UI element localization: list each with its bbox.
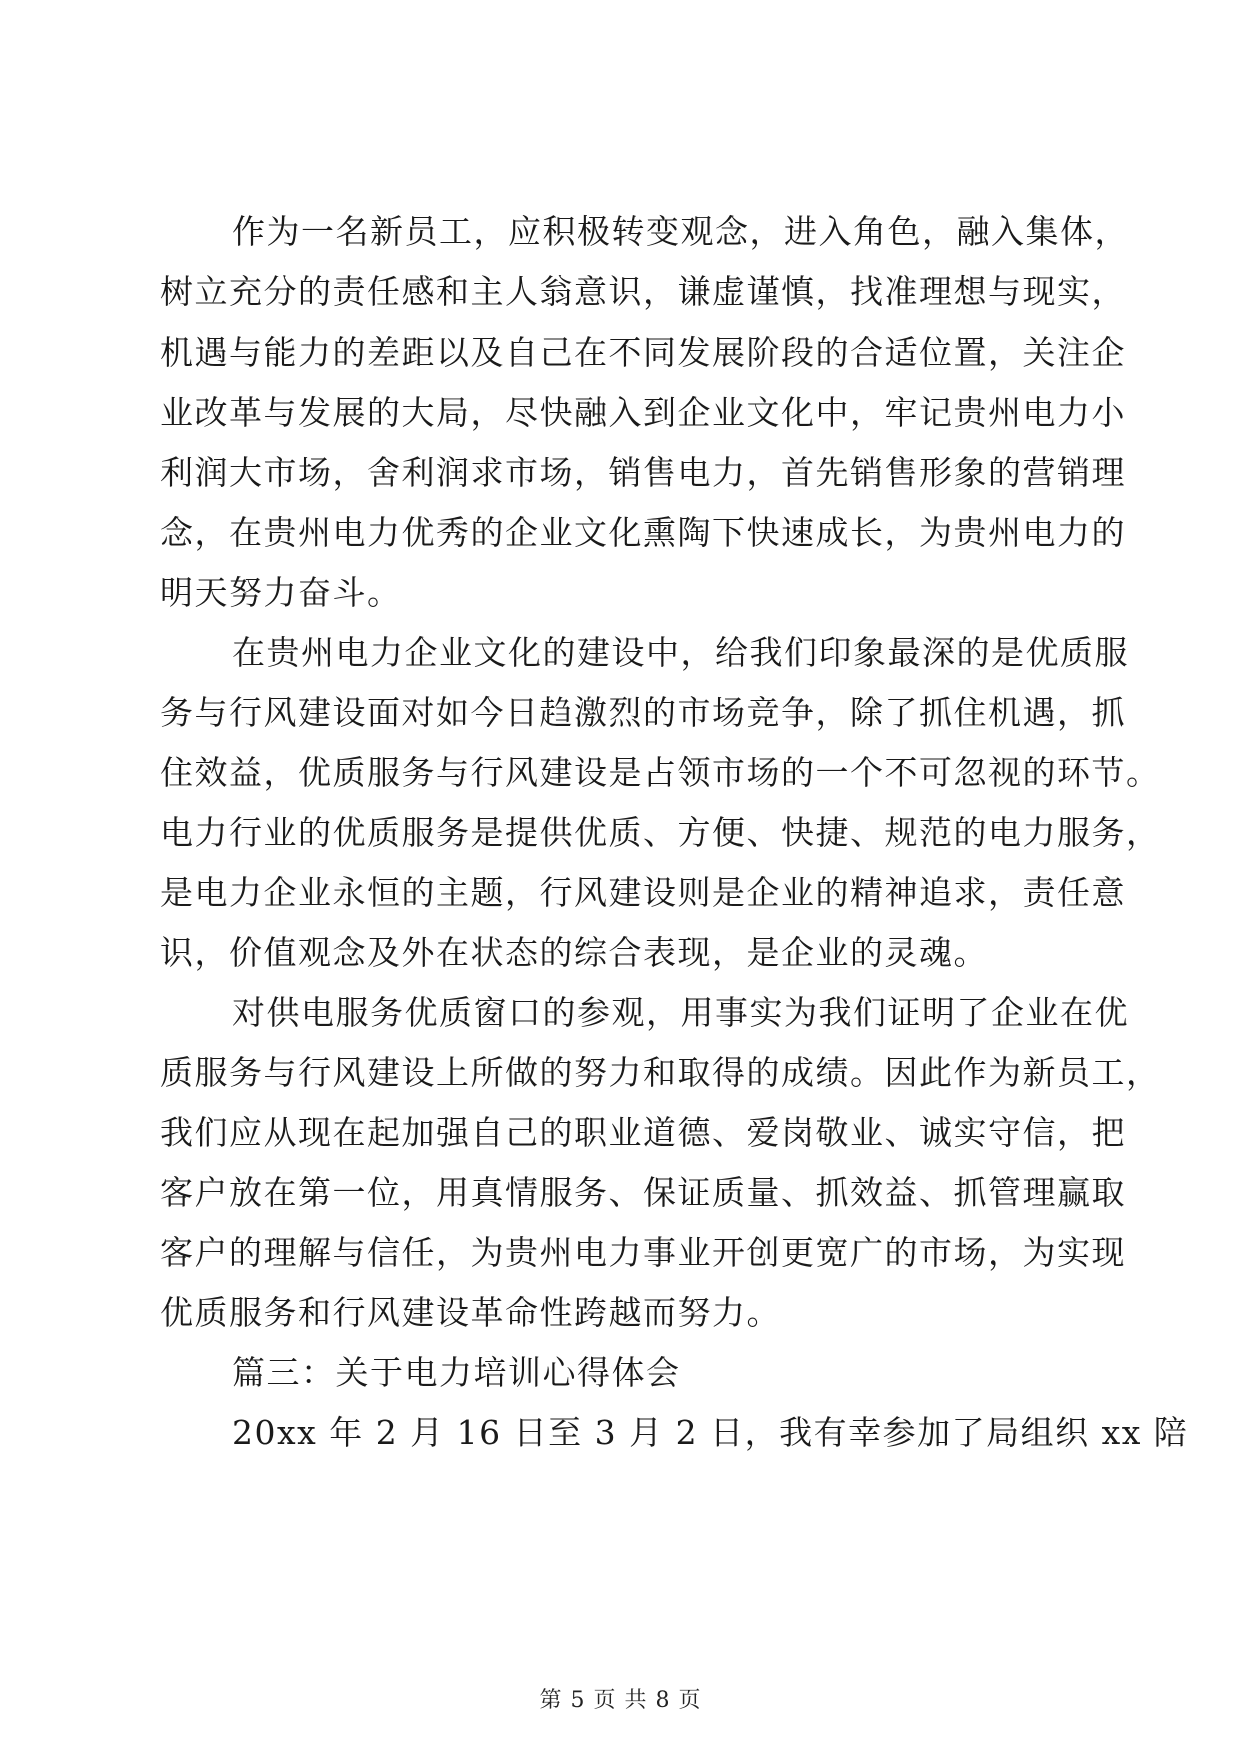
paragraph-2-line-5: 是电力企业永恒的主题，行风建设则是企业的精神追求，责任意 xyxy=(160,873,1126,912)
paragraph-1-line-3: 机遇与能力的差距以及自己在不同发展阶段的合适位置，关注企 xyxy=(160,333,1126,372)
section-heading: 篇三：关于电力培训心得体会 xyxy=(232,1353,681,1392)
paragraph-3-line-2: 质服务与行风建设上所做的努力和取得的成绩。因此作为新员工， xyxy=(160,1053,1161,1092)
paragraph-1-line-6: 念，在贵州电力优秀的企业文化熏陶下快速成长，为贵州电力的 xyxy=(160,513,1126,552)
paragraph-3-line-5: 客户的理解与信任，为贵州电力事业开创更宽广的市场，为实现 xyxy=(160,1233,1126,1272)
paragraph-1-line-5: 利润大市场，舍利润求市场，销售电力，首先销售形象的营销理 xyxy=(160,453,1126,492)
paragraph-1-line-1: 作为一名新员工，应积极转变观念，进入角色，融入集体， xyxy=(232,212,1129,251)
page-footer: 第 5 页 共 8 页 xyxy=(539,1688,702,1713)
paragraph-2-line-3: 住效益，优质服务与行风建设是占领市场的一个不可忽视的环节。 xyxy=(160,753,1161,792)
paragraph-3-line-6: 优质服务和行风建设革命性跨越而努力。 xyxy=(160,1293,781,1332)
paragraph-2-line-2: 务与行风建设面对如今日趋激烈的市场竞争，除了抓住机遇，抓 xyxy=(160,693,1126,732)
paragraph-1-line-2: 树立充分的责任感和主人翁意识，谦虚谨慎，找准理想与现实， xyxy=(160,272,1126,311)
paragraph-2-line-4: 电力行业的优质服务是提供优质、方便、快捷、规范的电力服务， xyxy=(160,813,1161,852)
paragraph-3-line-4: 客户放在第一位，用真情服务、保证质量、抓效益、抓管理赢取 xyxy=(160,1173,1126,1212)
paragraph-4-line-1: 20xx 年 2 月 16 日至 3 月 2 日，我有幸参加了局组织 xx 陪 xyxy=(232,1413,1189,1452)
paragraph-1-line-7: 明天努力奋斗。 xyxy=(160,573,402,612)
paragraph-2-line-6: 识，价值观念及外在状态的综合表现，是企业的灵魂。 xyxy=(160,933,988,972)
paragraph-1-line-4: 业改革与发展的大局，尽快融入到企业文化中，牢记贵州电力小 xyxy=(160,393,1126,432)
paragraph-2-line-1: 在贵州电力企业文化的建设中，给我们印象最深的是优质服 xyxy=(232,633,1129,672)
paragraph-3-line-1: 对供电服务优质窗口的参观，用事实为我们证明了企业在优 xyxy=(232,993,1129,1032)
paragraph-3-line-3: 我们应从现在起加强自己的职业道德、爱岗敬业、诚实守信，把 xyxy=(160,1113,1126,1152)
